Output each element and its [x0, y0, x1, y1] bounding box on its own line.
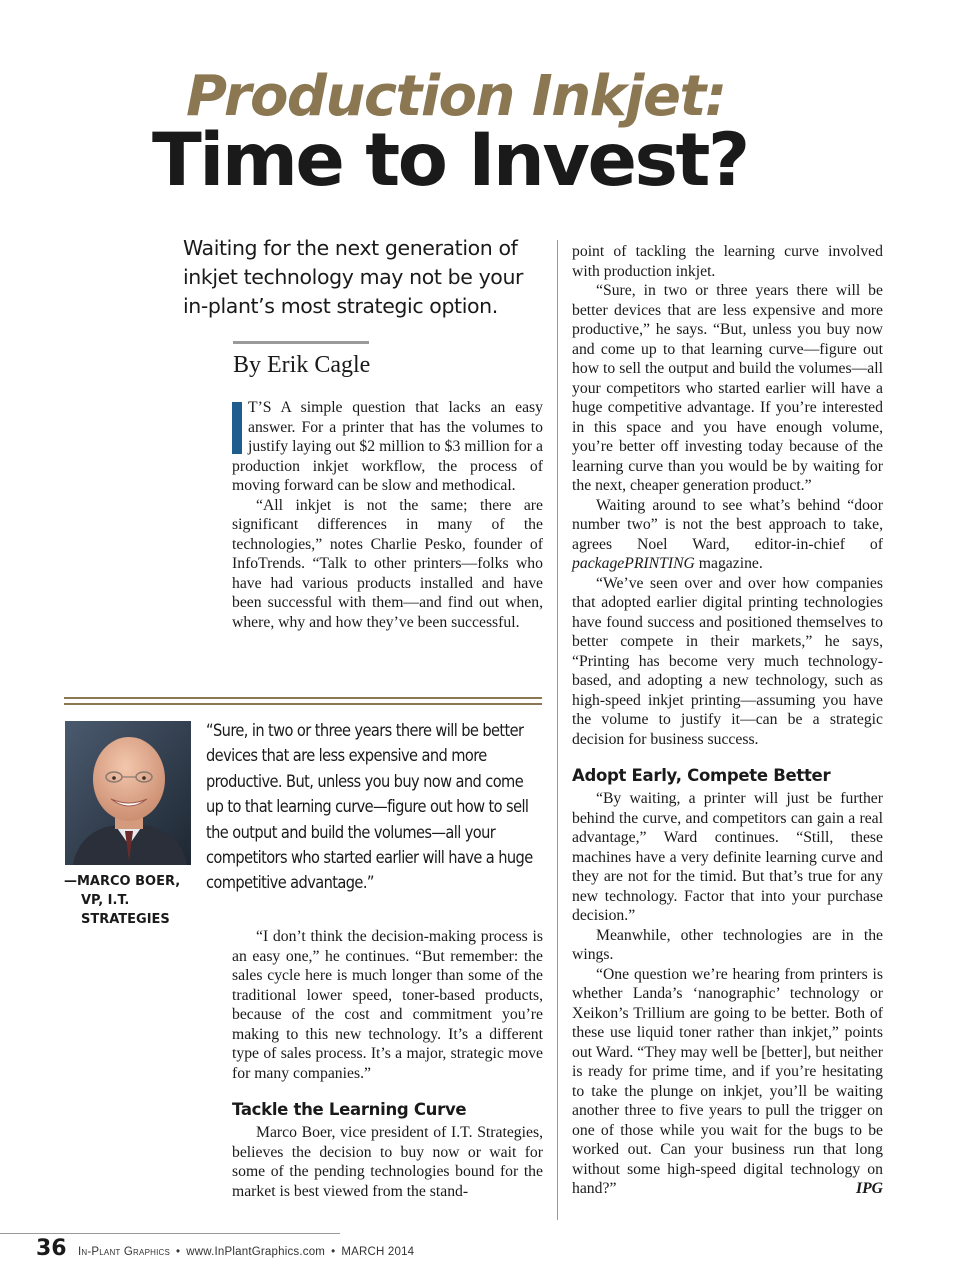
attrib-name: —MARCO BOER,: [64, 874, 181, 889]
deck-subtitle: Waiting for the next generation of inkjet technology may not be your in-plant’s most strategic option.: [183, 236, 524, 318]
column-2: [572, 242, 883, 1199]
body-paragraph: “I don’t think the decision-making process is an easy one,” he continues. “But remember: the sales cycle here is much longer than some of the traditional lower speed, toner-based products, because of the cost and commitment you’re making to this new technology. It’s a different type of sales process. It’s a major, strategic move for many companies.”: [232, 928, 543, 1082]
body-paragraph: “All inkjet is not the same; there are significant differences in many of the technologies,” notes Charlie Pesko, founder of InfoTrends. “Talk to other printers—folks who have had various products installed and have been successful with them—and find out when, where, why and how they’ve been successful.: [232, 496, 543, 631]
body-paragraph: “Sure, in two or three years there will be better devices that are less expensive and more productive,” he says. “But, unless you buy now and come up to that learning curve—figure out how to sell the output and build the volumes—all your competitors who started earlier will have a huge competitive advantage. If you’re interested in this space and you have enough volume, you’re better off investing today because of the learning curve than you would be by waiting for the next, cheaper generation product.”: [572, 282, 883, 494]
footer-separator: •: [331, 1246, 336, 1258]
publication-name: In-Plant Graphics: [78, 1246, 171, 1258]
attrib-org: STRATEGIES: [81, 912, 170, 927]
pullquote-rule-bottom: [64, 703, 542, 705]
column-divider: [557, 240, 558, 1220]
issue-date: MARCH 2014: [341, 1246, 415, 1258]
footer-credit: [78, 1245, 414, 1259]
body-paragraph: “We’ve seen over and over how companies that adopted earlier digital printing technologies have found success and positioned themselves to better compete in their markets,” he says, “Printing has become very much technology-based, and adopting a new technology, such as high-speed inkjet printing—assuming you have the volume to justify it—can be a strategic decision for business success.: [572, 574, 883, 748]
p3-text-a: Waiting around to see what’s behind “door number two” is not the best approach to take, agrees Noel Ward, editor-in-chief of: [572, 496, 883, 553]
attrib-title: VP, I.T.: [81, 893, 130, 908]
column-1-bottom: [232, 927, 543, 1201]
publication-url: www.InPlantGraphics.com: [186, 1246, 326, 1258]
column-1-top: [232, 398, 543, 632]
pullquote-text: “Sure, in two or three years there will be better devices that are less expensive and more productive. But, unless you buy now and come up to that learning curve—figure out how to sell the output and build the volumes—all your competitors who started earlier will have a huge competitive advantage.”: [206, 721, 533, 894]
page-number: 36: [36, 1236, 67, 1261]
body-paragraph: point of tackling the learning curve involved with production inkjet.: [572, 243, 883, 280]
body-paragraph: “By waiting, a printer will just be further behind the curve, and competitors can gain a real advantage,” Ward continues. “Still, these machines have a very definite learning curve and they are not for the timid. But that’s true for any new technology. Factor that into your purchase decision.”: [572, 790, 883, 924]
headline-title: Time to Invest?: [152, 118, 748, 203]
headline-kicker: Production Inkjet:: [186, 64, 726, 129]
body-paragraph: [572, 965, 883, 1199]
body-paragraph: [572, 496, 883, 574]
body-paragraph: Marco Boer, vice president of I.T. Strategies, believes the decision to buy now or wait for some of the pending technologies bound for the market is best viewed from the stand-: [232, 1124, 543, 1200]
end-signoff: IPG: [855, 1180, 883, 1197]
pullquote-attribution: [64, 872, 194, 929]
byline: By Erik Cagle: [233, 352, 371, 378]
footer-rule: [0, 1233, 340, 1234]
final-paragraph-text: “One question we’re hearing from printers is whether Landa’s ‘nanographic’ technology or Xeikon’s Trillium are going to be better. Both of these use liquid toner rather than inkjet,” points out Ward. “They may well be [better], but neither is ready for prime time, and if you’re hesitating to take the plunge on inkjet, you’ll be waiting another three to five years to pull the trigger on one of those while you wait for the bugs to be worked out. Can your business run that long without some high-speed digital technology on hand?”: [572, 965, 883, 1197]
intro-paragraph: [232, 398, 543, 496]
magazine-name: packagePRINTING: [572, 555, 695, 572]
p3-text-b: magazine.: [694, 555, 763, 572]
portrait-photo: [65, 721, 191, 865]
byline-rule: [233, 341, 369, 344]
drop-cap: [232, 402, 242, 454]
footer-separator: •: [176, 1246, 181, 1258]
pullquote-rule-top: [64, 697, 542, 699]
portrait-image: [65, 721, 191, 865]
body-paragraph: Meanwhile, other technologies are in the wings.: [572, 926, 883, 963]
intro-text: T’S A simple question that lacks an easy answer. For a printer that has the volumes to justify laying out $2 million to $3 million for a production inkjet workflow, the process of moving forward can be slow and methodical.: [232, 399, 543, 494]
subhead-adopt-early: Adopt Early, Compete Better: [572, 766, 831, 785]
subhead-learning-curve: Tackle the Learning Curve: [232, 1100, 467, 1119]
